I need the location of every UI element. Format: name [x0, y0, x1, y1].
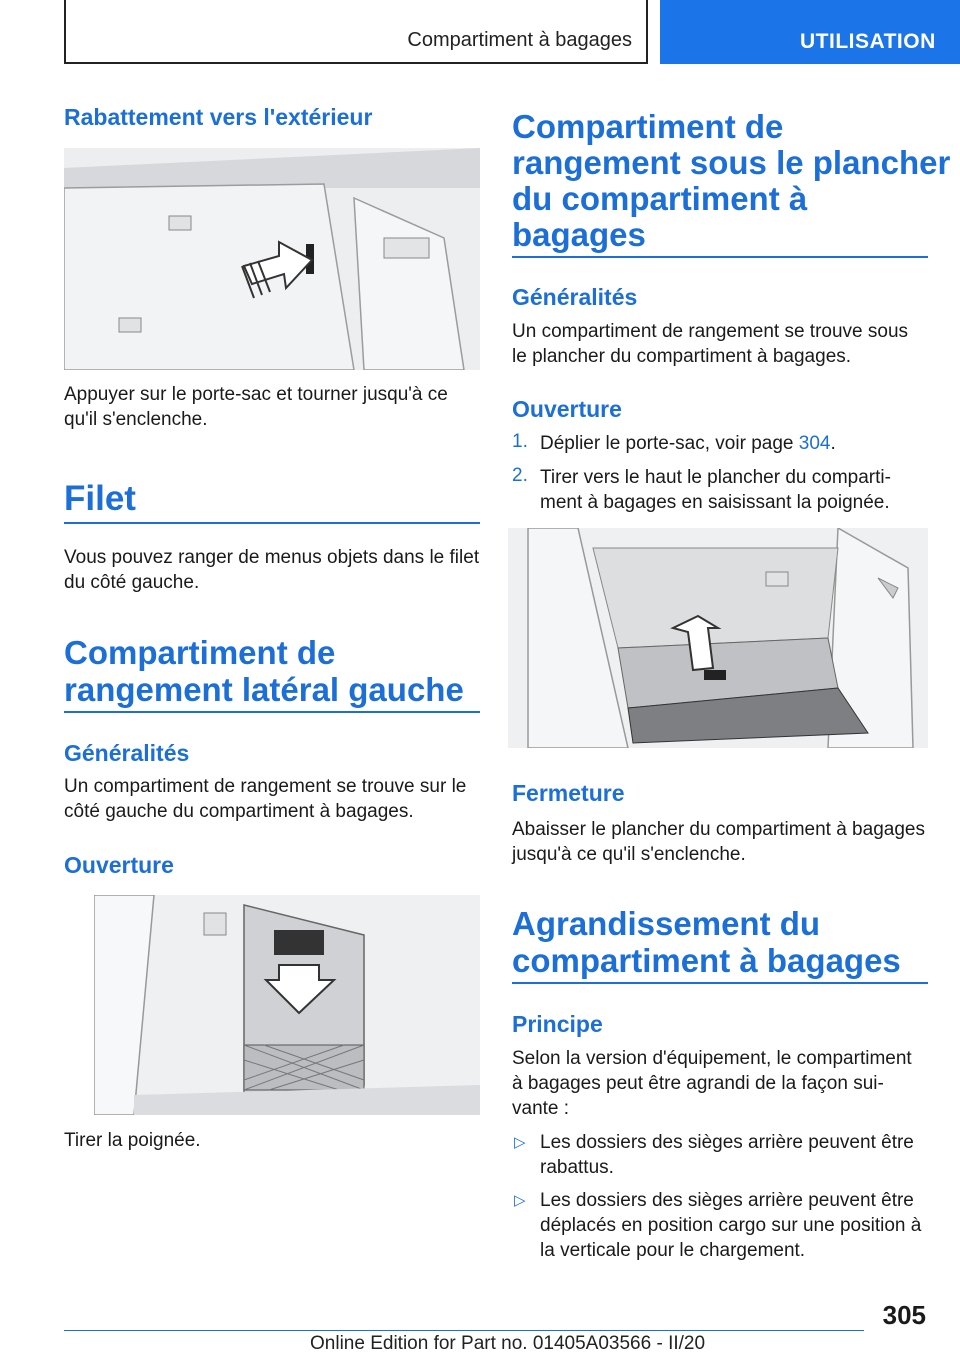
heading-underfloor-3: du compartiment à — [512, 180, 808, 217]
heading-closing: Fermeture — [512, 780, 625, 806]
text-principle-3: vante : — [512, 1098, 570, 1119]
bullet-2-text-3: la verticale pour le chargement. — [540, 1240, 806, 1261]
rule-underfloor — [512, 256, 928, 258]
heading-enlarge-1: Agrandissement du — [512, 905, 821, 942]
text-fold-out-1: Appuyer sur le porte-sac et tourner jusqu'à ce — [64, 384, 448, 405]
header-section-title: Compartiment à bagages — [407, 29, 632, 51]
bullet-1-text-1: Les dossiers des sièges arrière peuvent être — [540, 1132, 914, 1153]
heading-underfloor-2: rangement sous le plancher — [512, 144, 951, 181]
bullet-1-text-2: rabattus. — [540, 1157, 614, 1178]
heading-right-opening: Ouverture — [512, 396, 622, 422]
bullet-2-text-1: Les dossiers des sièges arrière peuvent être — [540, 1190, 914, 1211]
text-net-1: Vous pouvez ranger de menus objets dans le filet — [64, 547, 480, 568]
page-number: 305 — [882, 1300, 926, 1330]
step-2-text-1: Tirer vers le haut le plancher du comparti‐ — [540, 467, 891, 488]
heading-underfloor-4: bagages — [512, 216, 646, 253]
heading-left-compartment-2: rangement latéral gauche — [64, 671, 464, 708]
heading-fold-out: Rabattement vers l'extérieur — [64, 104, 373, 130]
step-1-end: . — [830, 433, 836, 454]
text-left-general-2: côté gauche du compartiment à bagages. — [64, 801, 414, 822]
rule-net — [64, 522, 480, 524]
heading-underfloor-1: Compartiment de — [512, 108, 784, 145]
image-side-compartment — [94, 895, 480, 1115]
heading-right-general: Généralités — [512, 284, 638, 310]
step-1-number: 1. — [512, 431, 528, 452]
text-closing-1: Abaisser le plancher du compartiment à bagages — [512, 819, 925, 840]
page-link-304[interactable]: 304 — [798, 433, 831, 454]
heading-left-compartment-1: Compartiment de — [64, 634, 336, 671]
heading-net: Filet — [64, 479, 136, 518]
step-1-text: Déplier le porte-sac, voir page — [540, 433, 799, 454]
bullet-2-marker: ▷ — [514, 1192, 526, 1209]
text-left-general-1: Un compartiment de rangement se trouve sur le — [64, 776, 467, 797]
text-net-2: du côté gauche. — [64, 572, 200, 593]
heading-principle: Principe — [512, 1011, 603, 1037]
rule-left-compartment — [64, 711, 480, 713]
image-underfloor — [508, 528, 928, 748]
footer-rule — [64, 1330, 864, 1331]
step-1 — [540, 431, 836, 456]
heading-left-general: Généralités — [64, 740, 190, 766]
heading-enlarge-2: compartiment à bagages — [512, 942, 901, 979]
step-2-text-2: ment à bagages en saisissant la poignée. — [540, 492, 890, 513]
text-right-general-2: le plancher du compartiment à bagages. — [512, 346, 852, 367]
bullet-1-marker: ▷ — [514, 1134, 526, 1151]
header-section-box — [64, 0, 648, 64]
text-fold-out-2: qu'il s'enclenche. — [64, 409, 208, 430]
rule-enlarge — [512, 982, 928, 984]
footer-edition: Online Edition for Part no. 01405A03566 - II/20 — [310, 1333, 706, 1354]
bullet-2-text-2: déplacés en position cargo sur une position à — [540, 1215, 922, 1236]
header-chapter-title: UTILISATION — [800, 30, 936, 53]
heading-left-opening: Ouverture — [64, 852, 174, 878]
header-chapter-tab — [660, 0, 960, 64]
text-principle-1: Selon la version d'équipement, le compartiment — [512, 1048, 912, 1069]
step-2-number: 2. — [512, 465, 528, 486]
caption-pull-handle: Tirer la poignée. — [64, 1130, 201, 1151]
text-right-general-1: Un compartiment de rangement se trouve sous — [512, 321, 909, 342]
image-bag-hook — [64, 148, 480, 370]
text-principle-2: à bagages peut être agrandi de la façon sui‐ — [512, 1073, 884, 1094]
text-closing-2: jusqu'à ce qu'il s'enclenche. — [512, 844, 746, 865]
